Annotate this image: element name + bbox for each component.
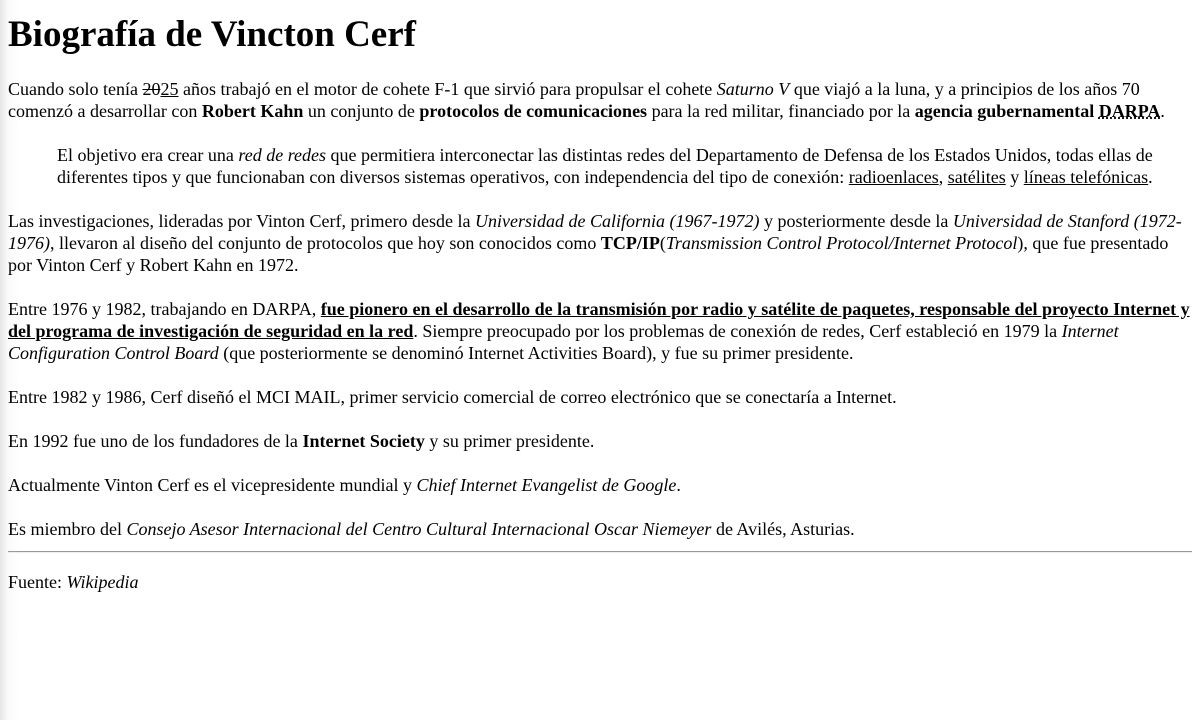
text: En 1992 fue uno de los fundadores de la (8, 431, 303, 451)
emphasis: Transmission Control Protocol/Internet Protocol (665, 233, 1018, 253)
inserted-age: 25 (160, 79, 179, 99)
source (8, 571, 1192, 593)
text: que permitiera interconectar las distintas redes del Departamento de Defensa de los Estados Unidos, todas ellas de diferentes tipos y que funcionaban con diversos sistemas operativos, con independencia del tipo de conexión: (57, 145, 1153, 187)
text: El objetivo era crear una (57, 145, 239, 165)
strong: Internet Society (302, 431, 425, 451)
text: años trabajó en el motor de cohete F-1 que sirvió para propulsar el cohete (178, 79, 717, 99)
divider (8, 551, 1192, 553)
link-radioenlaces[interactable]: radioenlaces (848, 167, 939, 187)
emphasis: Universidad de California (1967-1972) (474, 211, 760, 231)
text: . (1160, 101, 1165, 121)
page-title: Biografía de Vincton Cerf (8, 14, 416, 55)
link-satelites[interactable]: satélites (947, 167, 1006, 187)
darpa-abbr[interactable]: DARPA (1098, 101, 1161, 121)
text: (que posteriormente se denominó Internet Activities Board), y fue su primer presidente. (218, 343, 854, 363)
paragraph-niemeyer (8, 518, 1192, 540)
strong: TCP/IP (600, 233, 660, 253)
strong: Robert Kahn (201, 101, 304, 121)
emphasis: red de redes (238, 145, 327, 165)
emphasis: Saturno V (716, 79, 790, 99)
emphasis: Chief Internet Evangelist de Google (416, 475, 677, 495)
text: agencia gubernamental (914, 101, 1099, 121)
text: Cuando solo tenía (8, 79, 143, 99)
text: ), que fue presentado por Vinton Cerf y Robert Kahn en 1972. (8, 233, 1169, 275)
text: Actualmente Vinton Cerf es el vicepresidente mundial y (8, 475, 417, 495)
source-name: Wikipedia (66, 572, 139, 592)
emphasis: Internet Configuration Control Board (8, 321, 1119, 363)
text: para la red militar, financiado por la (647, 101, 915, 121)
text: , (938, 167, 948, 187)
text: y (1005, 167, 1024, 187)
text: y su primer presidente. (424, 431, 595, 451)
paragraph-mci: Entre 1982 y 1986, Cerf diseñó el MCI MAIL, primer servicio comercial de correo electrónico que se conectaría a Internet. (8, 387, 897, 407)
text: . (1148, 167, 1153, 187)
blockquote (57, 144, 1192, 188)
text: Es miembro del (8, 519, 127, 539)
text: de Avilés, Asturias. (711, 519, 855, 539)
deleted-age: 20 (142, 79, 161, 99)
text: ( (659, 233, 666, 253)
text: y posteriormente desde la (759, 211, 953, 231)
text: Entre 1976 y 1982, trabajando en DARPA, (8, 299, 321, 319)
text: Las investigaciones, lideradas por Vinton Cerf, primero desde la (8, 211, 475, 231)
emphasis: Universidad de Stanford (1972-1976) (8, 211, 1182, 253)
strong-underlined: fue pionero en el desarrollo de la transmisión por radio y satélite de paquetes, responsable del proyecto Internet y del programa de investigación de seguridad en la red (8, 299, 1190, 341)
source-label: Fuente: (8, 572, 67, 592)
text: un conjunto de (303, 101, 420, 121)
document (0, 14, 1200, 593)
text: que viajó a la luna, y a principios de los años 70 comenzó a desarrollar con (8, 79, 1140, 121)
paragraph-darpa (8, 298, 1192, 364)
text: . Siempre preocupado por los problemas de conexión de redes, Cerf estableció en 1979 la (413, 321, 1062, 341)
text: . (676, 475, 681, 495)
paragraph-isoc (8, 430, 1192, 452)
strong (915, 101, 1161, 121)
strong: protocolos de comunicaciones (419, 101, 648, 121)
text: , llevaron al diseño del conjunto de protocolos que hoy son conocidos como (50, 233, 601, 253)
paragraph-research (8, 210, 1192, 276)
emphasis: Consejo Asesor Internacional del Centro Cultural Internacional Oscar Niemeyer (126, 519, 712, 539)
paragraph-google (8, 474, 1192, 496)
paragraph-intro (8, 78, 1192, 122)
link-lineas-telefonicas[interactable]: líneas telefónicas (1023, 167, 1149, 187)
